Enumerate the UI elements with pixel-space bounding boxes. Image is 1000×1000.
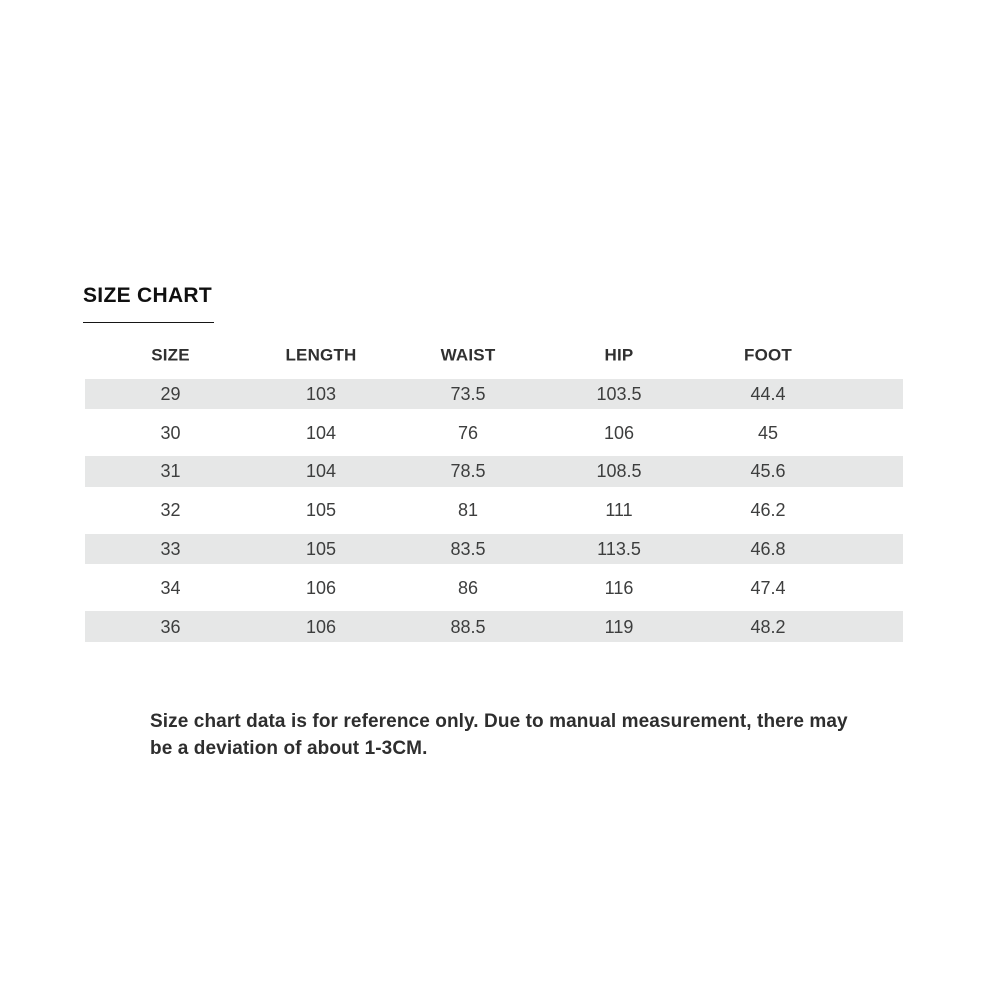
col-header-waist: WAIST <box>440 345 496 365</box>
table-cell: 48.2 <box>750 616 786 637</box>
table-cell: 78.5 <box>450 461 486 482</box>
table-cell: 103.5 <box>596 383 642 404</box>
table-cell: 33 <box>160 539 181 560</box>
col-header-length: LENGTH <box>285 345 357 365</box>
table-cell: 34 <box>160 577 181 598</box>
disclaimer-note <box>150 709 850 762</box>
table-cell: 104 <box>305 461 337 482</box>
table-cell: 36 <box>160 616 181 637</box>
disclaimer-line-2: be a deviation of about 1-3CM. <box>150 737 428 759</box>
col-header-size: SIZE <box>151 345 190 365</box>
table-cell: 31 <box>160 461 181 482</box>
table-cell: 88.5 <box>450 616 486 637</box>
table-cell: 119 <box>604 616 634 637</box>
table-cell: 106 <box>305 577 337 598</box>
table-cell: 73.5 <box>450 383 486 404</box>
table-header-row <box>85 336 903 375</box>
table-cell: 83.5 <box>450 539 486 560</box>
table-row <box>85 452 903 491</box>
table-cell: 105 <box>305 539 337 560</box>
title-underline <box>83 322 214 324</box>
table-row <box>85 413 903 452</box>
table-cell: 111 <box>605 500 633 521</box>
table-cell: 44.4 <box>750 383 786 404</box>
table-cell: 32 <box>160 500 181 521</box>
table-cell: 105 <box>305 500 337 521</box>
col-header-foot: FOOT <box>743 345 792 365</box>
table-cell: 76 <box>457 422 479 443</box>
page-title: SIZE CHART <box>83 284 212 307</box>
table-cell: 86 <box>457 577 479 598</box>
table-cell: 116 <box>604 577 634 598</box>
table-cell: 29 <box>160 383 181 404</box>
table-row <box>85 568 903 607</box>
table-row <box>85 491 903 530</box>
table-cell: 113.5 <box>597 539 641 560</box>
table-cell: 106 <box>603 422 635 443</box>
table-cell: 106 <box>305 616 337 637</box>
disclaimer-line-1: Size chart data is for reference only. Due to manual measurement, there may <box>150 711 848 732</box>
table-cell: 45 <box>757 422 779 443</box>
table-cell: 30 <box>160 422 181 443</box>
table-row <box>85 375 903 414</box>
table-cell: 108.5 <box>596 461 642 482</box>
size-table <box>85 336 903 646</box>
col-header-hip: HIP <box>604 345 634 365</box>
table-cell: 46.8 <box>750 539 786 560</box>
table-row <box>85 530 903 569</box>
table-cell: 103 <box>305 383 337 404</box>
table-cell: 46.2 <box>750 500 786 521</box>
table-cell: 45.6 <box>750 461 786 482</box>
table-row <box>85 607 903 646</box>
table-cell: 104 <box>305 422 337 443</box>
table-cell: 81 <box>457 500 479 521</box>
table-cell: 47.4 <box>750 577 786 598</box>
